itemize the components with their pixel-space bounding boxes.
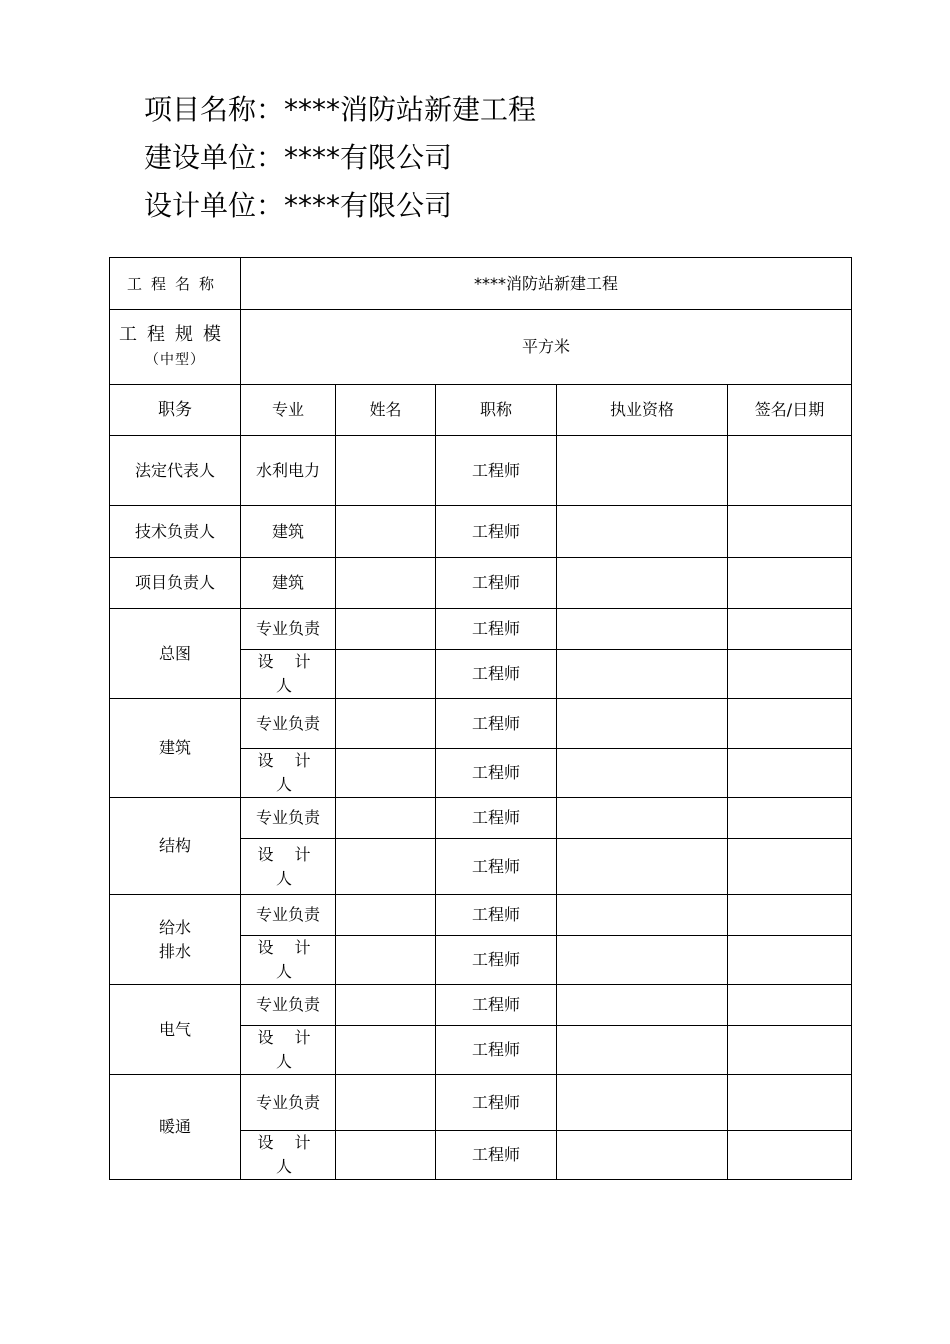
title-cell: 工程师 [436,1026,557,1075]
qualification-cell[interactable] [557,839,728,895]
signature-cell[interactable] [728,1075,852,1131]
duty-cell: 设 计 人 [241,650,336,699]
designer-unit-line: 设计单位：****有限公司 [144,189,453,222]
name-cell[interactable] [336,1131,436,1180]
discipline-cell: 总图 [110,609,241,699]
signature-cell[interactable] [728,650,852,699]
qualification-cell[interactable] [557,895,728,936]
name-cell[interactable] [336,699,436,749]
table-row [110,506,852,558]
qualification-cell[interactable] [557,558,728,609]
duty-cell: 设 计 人 [241,1131,336,1180]
table-row [110,558,852,609]
role-cell: 项目负责人 [110,558,241,609]
name-cell[interactable] [336,895,436,936]
name-cell[interactable] [336,798,436,839]
col-header-qualification: 执业资格 [557,385,728,436]
signature-cell[interactable] [728,749,852,798]
duty-cell: 专业负责 [241,609,336,650]
name-cell[interactable] [336,936,436,985]
name-cell[interactable] [336,558,436,609]
title-cell: 工程师 [436,936,557,985]
signature-cell[interactable] [728,506,852,558]
qualification-cell[interactable] [557,1026,728,1075]
qualification-cell[interactable] [557,650,728,699]
title-cell: 工程师 [436,798,557,839]
qualification-cell[interactable] [557,436,728,506]
qualification-cell[interactable] [557,749,728,798]
signature-cell[interactable] [728,1026,852,1075]
document-header [144,86,536,230]
duty-cell: 设 计 人 [241,936,336,985]
table-row [110,609,852,650]
builder-unit-line: 建设单位：****有限公司 [144,141,453,174]
column-header-row [110,385,852,436]
qualification-cell[interactable] [557,1075,728,1131]
col-header-major: 专业 [241,385,336,436]
major-cell: 水利电力 [241,436,336,506]
title-cell: 工程师 [436,1131,557,1180]
qualification-cell[interactable] [557,699,728,749]
discipline-cell: 结构 [110,798,241,895]
title-cell: 工程师 [436,609,557,650]
name-cell[interactable] [336,609,436,650]
table-row [110,895,852,936]
qualification-cell[interactable] [557,1131,728,1180]
table-row [110,798,852,839]
signature-cell[interactable] [728,436,852,506]
discipline-cell: 给水 排水 [110,895,241,985]
signature-cell[interactable] [728,609,852,650]
project-scale-value: 平方米 [241,310,852,385]
signature-cell[interactable] [728,895,852,936]
title-cell: 工程师 [436,436,557,506]
col-header-title: 职称 [436,385,557,436]
major-cell: 建筑 [241,558,336,609]
title-cell: 工程师 [436,749,557,798]
col-header-position: 职务 [110,385,241,436]
project-scale-note: （中型） [145,352,205,368]
name-cell[interactable] [336,650,436,699]
title-cell: 工程师 [436,506,557,558]
name-cell[interactable] [336,749,436,798]
discipline-cell: 暖通 [110,1075,241,1180]
signature-table [109,257,852,1180]
title-cell: 工程师 [436,699,557,749]
project-name-line: 项目名称：****消防站新建工程 [144,93,537,126]
name-cell[interactable] [336,985,436,1026]
signature-cell[interactable] [728,936,852,985]
qualification-cell[interactable] [557,798,728,839]
signature-cell[interactable] [728,839,852,895]
project-name-value: ****消防站新建工程 [241,258,852,310]
project-scale-label: 工程规模 （中型） [110,310,241,385]
title-cell: 工程师 [436,1075,557,1131]
discipline-cell: 建筑 [110,699,241,798]
col-header-name: 姓名 [336,385,436,436]
title-cell: 工程师 [436,558,557,609]
duty-cell: 设 计 人 [241,1026,336,1075]
qualification-cell[interactable] [557,936,728,985]
title-cell: 工程师 [436,985,557,1026]
col-header-signature-date: 签名/日期 [728,385,852,436]
signature-cell[interactable] [728,798,852,839]
duty-cell: 专业负责 [241,798,336,839]
signature-cell[interactable] [728,985,852,1026]
project-scale-row [110,310,852,385]
duty-cell: 设 计 人 [241,749,336,798]
role-cell: 法定代表人 [110,436,241,506]
qualification-cell[interactable] [557,506,728,558]
project-name-row [110,258,852,310]
project-name-label: 工程名称 [110,258,241,310]
signature-cell[interactable] [728,1131,852,1180]
name-cell[interactable] [336,436,436,506]
major-cell: 建筑 [241,506,336,558]
duty-cell: 设 计 人 [241,839,336,895]
duty-cell: 专业负责 [241,1075,336,1131]
title-cell: 工程师 [436,895,557,936]
table-row [110,436,852,506]
signature-cell[interactable] [728,558,852,609]
title-cell: 工程师 [436,650,557,699]
title-cell: 工程师 [436,839,557,895]
duty-cell: 专业负责 [241,985,336,1026]
table-row [110,699,852,749]
table-row [110,1075,852,1131]
role-cell: 技术负责人 [110,506,241,558]
discipline-cell: 电气 [110,985,241,1075]
signature-cell[interactable] [728,699,852,749]
table-row [110,985,852,1026]
name-cell[interactable] [336,1026,436,1075]
name-cell[interactable] [336,1075,436,1131]
duty-cell: 专业负责 [241,895,336,936]
qualification-cell[interactable] [557,609,728,650]
qualification-cell[interactable] [557,985,728,1026]
duty-cell: 专业负责 [241,699,336,749]
name-cell[interactable] [336,839,436,895]
name-cell[interactable] [336,506,436,558]
